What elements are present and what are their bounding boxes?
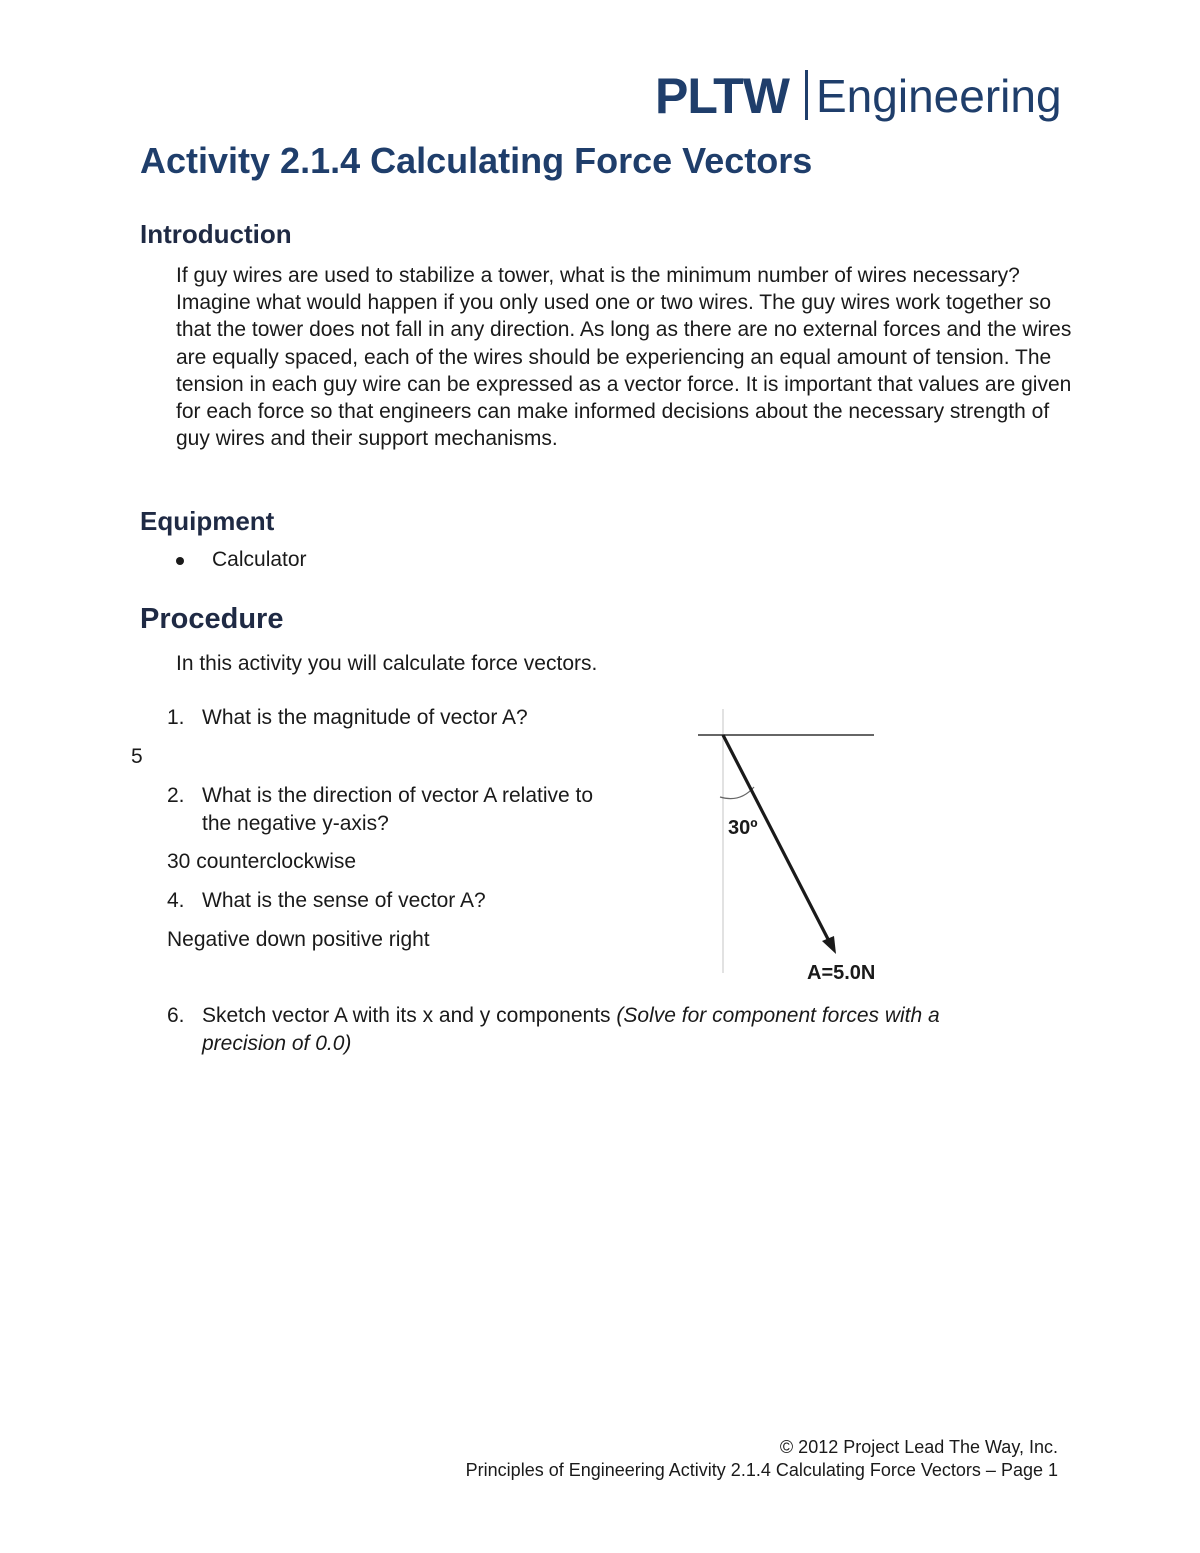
procedure-intro: In this activity you will calculate force vectors. (176, 652, 598, 675)
equipment-heading: Equipment (140, 506, 275, 536)
question-text: Sketch vector A with its x and y components (202, 1004, 611, 1027)
question-text-line-2: the negative y-axis? (202, 812, 389, 835)
question-number: 2. (167, 784, 185, 807)
question-number: 6. (167, 1004, 185, 1027)
vector-diagram (690, 705, 900, 990)
question-note-line-2: precision of 0.0) (202, 1032, 352, 1055)
vector-label: A=5.0N (807, 962, 876, 984)
answer-2: 30 counterclockwise (167, 850, 357, 873)
answer-4: Negative down positive right (167, 928, 430, 951)
footer-page-info: Principles of Engineering Activity 2.1.4 Calculating Force Vectors – Page 1 (465, 1460, 1058, 1480)
question-text-wrapper (202, 1002, 940, 1030)
bullet-icon (176, 557, 184, 565)
question-text: What is the sense of vector A? (202, 889, 486, 912)
page-title: Activity 2.1.4 Calculating Force Vectors (140, 140, 813, 181)
logo-brand: PLTW (655, 68, 789, 124)
question-text-line-1: What is the direction of vector A relative to (202, 784, 594, 807)
introduction-text: If guy wires are used to stabilize a tower, what is the minimum number of wires necessary? Imagine what would happen if you only used one or two wires. The guy wires work together so that the tower does not fall in any direction. As long as there are no external forces and the wires are equally spaced, each of the wires should be experiencing an equal amount of tension. The tension in each guy wire can be expressed as a vector force. It is important that values are given for each force so that engineers can make informed decisions about the necessary strength of guy wires and their support mechanisms. (176, 264, 1072, 451)
question-note-line-1: (Solve for component forces with a (616, 1004, 940, 1027)
procedure-heading: Procedure (140, 603, 284, 635)
question-text: What is the magnitude of vector A? (202, 706, 528, 729)
vector-a-line (723, 735, 830, 943)
vector-a-arrowhead (822, 936, 836, 954)
angle-label: 30º (728, 817, 758, 839)
question-number: 4. (167, 889, 185, 912)
logo-divider (805, 70, 808, 120)
introduction-heading: Introduction (140, 219, 292, 249)
answer-1: 5 (131, 745, 143, 768)
footer-copyright: © 2012 Project Lead The Way, Inc. (779, 1437, 1058, 1457)
question-number: 1. (167, 706, 185, 729)
equipment-item-label: Calculator (212, 548, 307, 571)
logo-product: Engineering (816, 70, 1062, 122)
